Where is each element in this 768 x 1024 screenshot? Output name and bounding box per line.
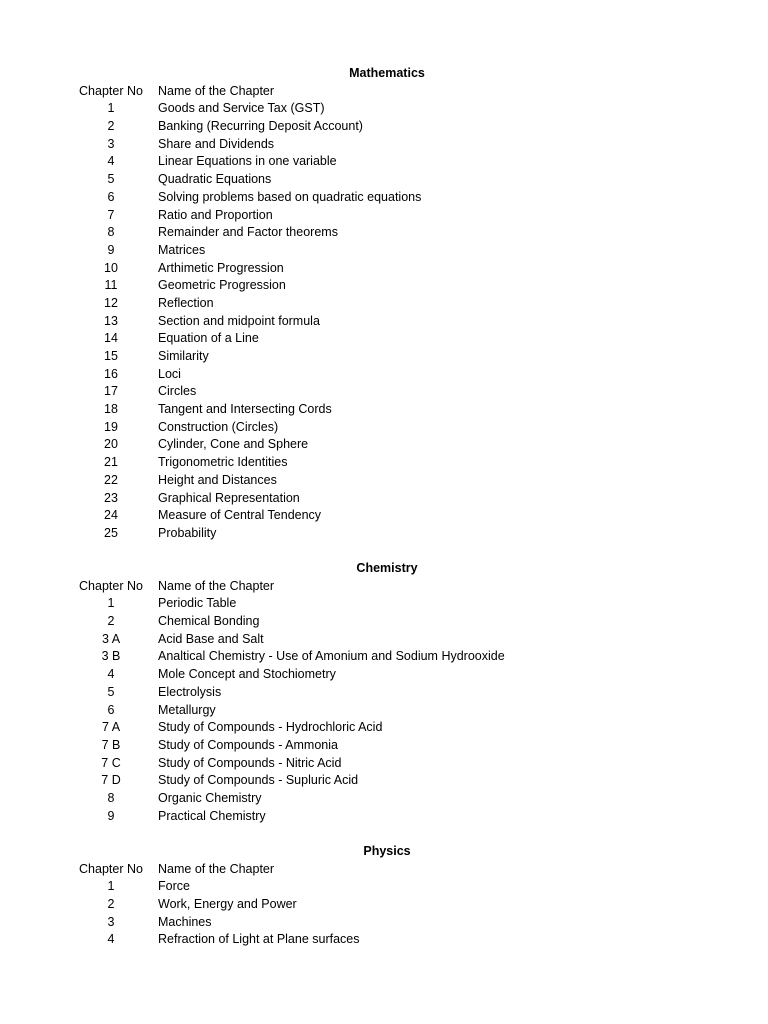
section-title: Mathematics <box>349 66 425 80</box>
chapter-name: Chemical Bonding <box>158 614 260 629</box>
chapter-number: 7 <box>107 207 115 222</box>
table-row <box>0 171 768 189</box>
table-row <box>0 931 768 949</box>
chapter-number: 17 <box>104 384 118 399</box>
chapter-name-header: Name of the Chapter <box>158 83 275 98</box>
chapter-name: Force <box>158 879 190 894</box>
chapter-number: 14 <box>104 331 118 346</box>
chapter-no-header: Chapter No <box>79 861 143 876</box>
table-row <box>0 613 768 631</box>
table-row <box>0 878 768 896</box>
table-row <box>0 436 768 454</box>
chapter-number: 9 <box>107 242 115 257</box>
chapter-name: Organic Chemistry <box>158 790 262 805</box>
chapter-name: Ratio and Proportion <box>158 207 273 222</box>
table-row <box>0 631 768 649</box>
table-header-row <box>0 861 768 879</box>
table-row <box>0 383 768 401</box>
chapter-number: 5 <box>107 684 115 699</box>
table-row <box>0 507 768 525</box>
table-row <box>0 348 768 366</box>
chapter-number: 2 <box>107 897 115 912</box>
chapter-name: Height and Distances <box>158 472 277 487</box>
chapter-number: 7 A <box>101 720 121 735</box>
table-row <box>0 419 768 437</box>
chapter-name: Electrolysis <box>158 684 222 699</box>
chapter-name: Solving problems based on quadratic equations <box>158 189 422 204</box>
table-header-row <box>0 83 768 101</box>
chapter-name: Banking (Recurring Deposit Account) <box>158 119 363 134</box>
table-row <box>0 207 768 225</box>
table-row <box>0 401 768 419</box>
chapter-name: Mole Concept and Stochiometry <box>158 667 336 682</box>
chapter-number: 3 A <box>101 631 121 646</box>
table-header-row <box>0 578 768 596</box>
chapter-number: 6 <box>107 189 115 204</box>
chapter-number: 12 <box>104 295 118 310</box>
chapter-name: Cylinder, Cone and Sphere <box>158 437 309 452</box>
table-row <box>0 648 768 666</box>
table-row <box>0 224 768 242</box>
table-row <box>0 330 768 348</box>
chapter-name: Quadratic Equations <box>158 172 272 187</box>
table-row <box>0 260 768 278</box>
chapter-number: 13 <box>104 313 118 328</box>
section-title: Physics <box>363 844 411 858</box>
chapter-number: 16 <box>104 366 118 381</box>
chapter-number: 15 <box>104 349 118 363</box>
chapter-number: 8 <box>107 790 115 805</box>
section-physics <box>0 843 768 949</box>
chapter-no-header: Chapter No <box>79 578 143 593</box>
table-row <box>0 595 768 613</box>
table-row <box>0 737 768 755</box>
chapter-number: 3 <box>107 914 115 929</box>
table-row <box>0 295 768 313</box>
chapter-number: 1 <box>107 596 115 611</box>
table-row <box>0 366 768 384</box>
table-row <box>0 136 768 154</box>
chapter-number: 3 <box>107 136 115 151</box>
table-row <box>0 100 768 118</box>
chapter-number: 23 <box>104 490 118 505</box>
chapter-name: Linear Equations in one variable <box>158 154 337 169</box>
chapter-name: Analtical Chemistry - Use of Amonium and Sodium Hydrooxide <box>158 649 505 664</box>
chapter-name: Study of Compounds - Ammonia <box>158 737 338 752</box>
chapter-number: 21 <box>104 455 118 470</box>
chapter-name: Acid Base and Salt <box>158 631 264 646</box>
table-row <box>0 490 768 508</box>
table-row <box>0 719 768 737</box>
chapter-name: Goods and Service Tax (GST) <box>158 101 325 116</box>
table-row <box>0 118 768 136</box>
table-row <box>0 896 768 914</box>
chapter-name: Work, Energy and Power <box>158 897 297 912</box>
chapter-number: 22 <box>104 472 118 487</box>
table-row <box>0 153 768 171</box>
chapter-name: Section and midpoint formula <box>158 313 320 328</box>
chapter-name: Equation of a Line <box>158 331 259 346</box>
section-chemistry <box>0 560 768 825</box>
chapter-list <box>0 595 768 825</box>
chapter-number: 20 <box>104 437 118 452</box>
chapter-name-header: Name of the Chapter <box>158 861 275 876</box>
chapter-number: 4 <box>107 932 115 947</box>
chapter-name: Study of Compounds - Nitric Acid <box>158 755 342 770</box>
chapter-no-header: Chapter No <box>79 83 143 98</box>
table-row <box>0 242 768 260</box>
table-row <box>0 772 768 790</box>
chapter-name: Machines <box>158 914 212 929</box>
chapter-number: 4 <box>107 667 115 682</box>
chapter-name-header: Name of the Chapter <box>158 578 275 593</box>
chapter-number: 7 C <box>101 755 121 770</box>
chapter-name: Probability <box>158 525 217 540</box>
chapter-number: 2 <box>107 614 115 629</box>
chapter-number: 5 <box>107 172 115 187</box>
chapter-number: 9 <box>107 808 115 823</box>
chapter-name: Matrices <box>158 242 206 257</box>
chapter-name: Reflection <box>158 295 214 310</box>
chapter-name: Geometric Progression <box>158 278 286 293</box>
chapter-number: 1 <box>107 879 115 894</box>
chapter-number: 7 D <box>101 773 121 788</box>
chapter-list <box>0 878 768 949</box>
section-mathematics <box>0 65 768 543</box>
chapter-name: Circles <box>158 384 197 399</box>
chapter-name: Measure of Central Tendency <box>158 508 322 523</box>
table-row <box>0 702 768 720</box>
table-row <box>0 189 768 207</box>
chapter-name: Loci <box>158 366 181 381</box>
chapter-number: 3 B <box>101 649 121 664</box>
chapter-name: Graphical Representation <box>158 490 300 505</box>
table-row <box>0 472 768 490</box>
chapter-number: 2 <box>107 119 115 134</box>
chapter-name: Tangent and Intersecting Cords <box>158 402 332 417</box>
table-row <box>0 755 768 773</box>
table-row <box>0 313 768 331</box>
chapter-name: Study of Compounds - Supluric Acid <box>158 773 359 788</box>
chapter-name: Practical Chemistry <box>158 808 266 823</box>
table-row <box>0 666 768 684</box>
chapter-number: 24 <box>104 508 118 523</box>
chapter-name: Arthimetic Progression <box>158 260 284 275</box>
section-title: Chemistry <box>356 561 418 575</box>
table-row <box>0 454 768 472</box>
chapter-name: Similarity <box>158 349 209 363</box>
chapter-name: Construction (Circles) <box>158 419 279 434</box>
chapter-number: 25 <box>104 525 118 540</box>
table-row <box>0 525 768 543</box>
chapter-name: Share and Dividends <box>158 136 275 151</box>
chapter-name: Refraction of Light at Plane surfaces <box>158 932 360 947</box>
chapter-list <box>0 100 768 542</box>
chapter-number: 11 <box>104 278 118 293</box>
chapter-name: Remainder and Factor theorems <box>158 225 338 240</box>
chapter-number: 6 <box>107 702 115 717</box>
chapter-name: Metallurgy <box>158 702 216 717</box>
chapter-name: Study of Compounds - Hydrochloric Acid <box>158 720 383 735</box>
chapter-number: 18 <box>104 402 118 417</box>
table-row <box>0 808 768 826</box>
table-row <box>0 684 768 702</box>
chapter-number: 4 <box>107 154 115 169</box>
table-row <box>0 790 768 808</box>
chapter-name: Trigonometric Identities <box>158 455 288 470</box>
chapter-number: 10 <box>104 260 118 275</box>
table-row <box>0 277 768 295</box>
table-row <box>0 914 768 932</box>
chapter-number: 19 <box>104 419 118 434</box>
chapter-number: 1 <box>107 101 115 116</box>
chapter-number: 7 B <box>101 737 121 752</box>
chapter-number: 8 <box>107 225 115 240</box>
chapter-name: Periodic Table <box>158 596 237 611</box>
